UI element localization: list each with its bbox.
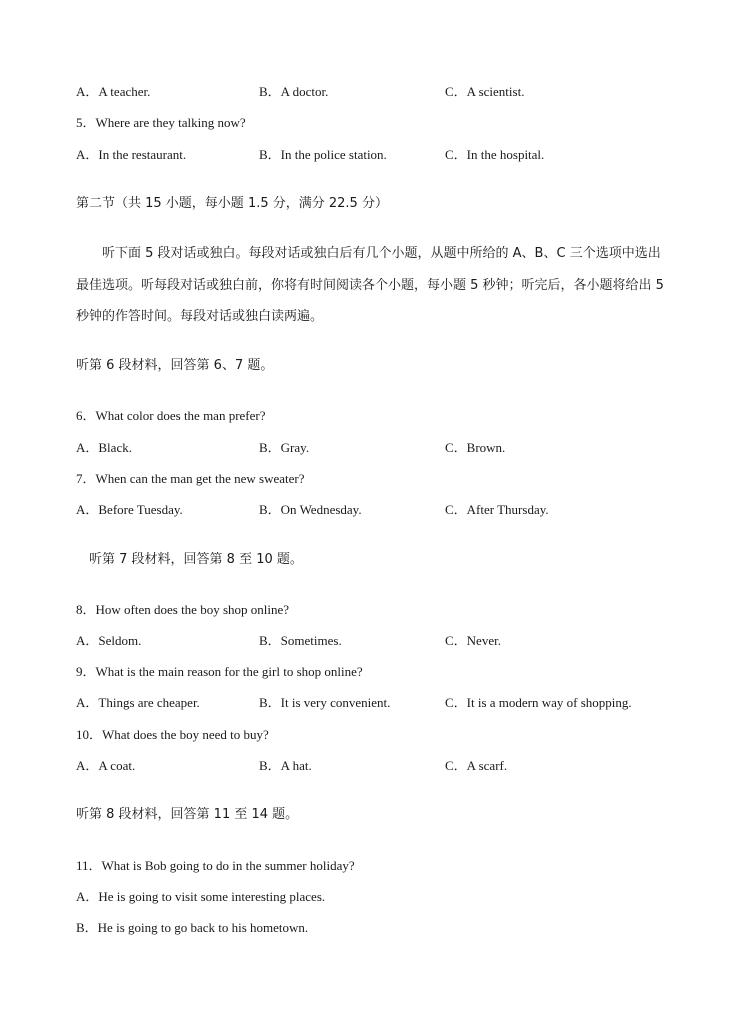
question-8: 8．How often does the boy shop online?	[76, 602, 290, 617]
option-a: A．A teacher.	[76, 84, 151, 99]
question-6: 6．What color does the man prefer?	[76, 408, 266, 423]
option-c: C．A scarf.	[445, 758, 508, 773]
option-b: B．In the police station.	[259, 147, 387, 162]
option-c: C．It is a modern way of shopping.	[445, 695, 632, 710]
option-a: A．A coat.	[76, 758, 136, 773]
material-heading: 听第 6 段材料，回答第 6、7 题。	[76, 358, 274, 373]
option-c: C．A scientist.	[445, 84, 525, 99]
option-b: B．A doctor.	[259, 84, 329, 99]
material-heading: 听第 8 段材料，回答第 11 至 14 题。	[76, 807, 299, 822]
option-c: C．Never.	[445, 633, 501, 648]
question-5: 5．Where are they talking now?	[76, 115, 246, 130]
instructions-paragraph: 听下面 5 段对话或独白。每段对话或独白后有几个小题，从题中所给的 A、B、C 三个选项中选出最佳选项。听每段对话或独白前，你将有时间阅读各个小题，每小题 5 秒钟；听完后，各小题将给出 5 秒钟的作答时间。每段对话或独白读两遍。	[76, 246, 664, 324]
option-b: B．It is very convenient.	[259, 695, 391, 710]
option-b: B．On Wednesday.	[259, 502, 362, 517]
question-11: 11．What is Bob going to do in the summer holiday?	[76, 858, 355, 873]
option-c: C．Brown.	[445, 440, 506, 455]
question-10: 10．What does the boy need to buy?	[76, 727, 269, 742]
option-b: B．He is going to go back to his hometown.	[76, 920, 309, 935]
option-b: B．A hat.	[259, 758, 312, 773]
section-heading: 第二节（共 15 小题，每小题 1.5 分，满分 22.5 分）	[76, 196, 388, 211]
material-heading: 听第 7 段材料，回答第 8 至 10 题。	[89, 552, 303, 567]
option-c: C．In the hospital.	[445, 147, 545, 162]
question-9: 9．What is the main reason for the girl to shop online?	[76, 664, 363, 679]
option-a: A．Seldom.	[76, 633, 142, 648]
option-b: B．Gray.	[259, 440, 310, 455]
question-7: 7．When can the man get the new sweater?	[76, 471, 305, 486]
option-c: C．After Thursday.	[445, 502, 549, 517]
option-b: B．Sometimes.	[259, 633, 342, 648]
option-a: A．Things are cheaper.	[76, 695, 200, 710]
option-a: A．In the restaurant.	[76, 147, 187, 162]
option-a: A．Black.	[76, 440, 132, 455]
option-a: A．Before Tuesday.	[76, 502, 183, 517]
option-a: A．He is going to visit some interesting places.	[76, 889, 326, 904]
